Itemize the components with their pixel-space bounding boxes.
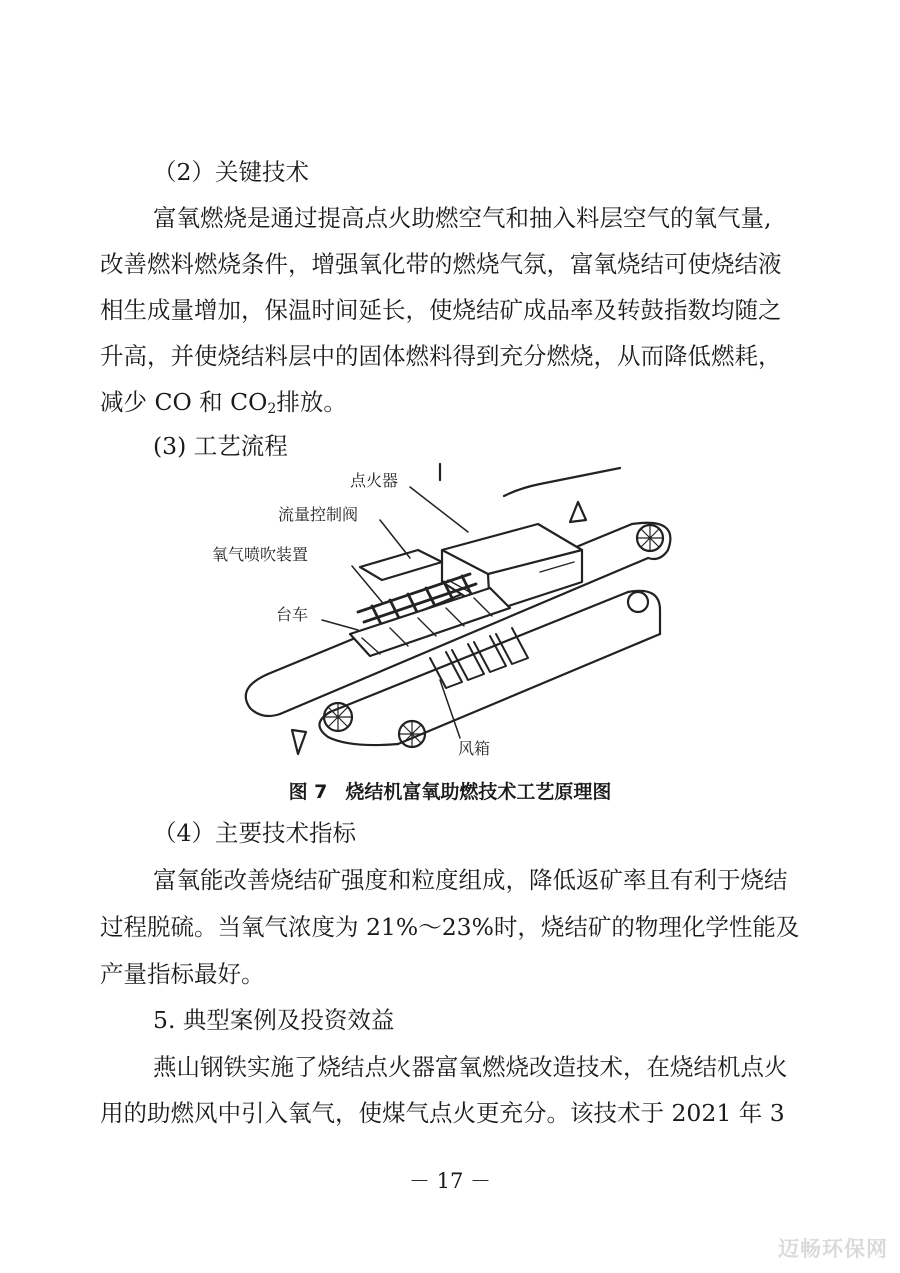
figure-number: 图 7 xyxy=(288,781,328,803)
paragraph-line: 相生成量增加，保温时间延长，使烧结矿成品率及转鼓指数均随之 xyxy=(100,296,782,324)
figure-title: 烧结机富氧助燃技术工艺原理图 xyxy=(345,781,612,803)
text-fragment: 排放。 xyxy=(276,388,347,416)
heading-case-study: 5. 典型案例及投资效益 xyxy=(153,1006,395,1034)
label-flow-control-valve: 流量控制阀 xyxy=(278,505,359,524)
conveyor-belt-lower-edge xyxy=(398,634,660,744)
heading-main-indicators: （4）主要技术指标 xyxy=(153,819,356,847)
paragraph-line: 燕山钢铁实施了烧结点火器富氧燃烧改造技术，在烧结机点火 xyxy=(153,1053,788,1081)
exhaust-arrow xyxy=(292,730,306,754)
paragraph-line: 富氧能改善烧结矿强度和粒度组成，降低返矿率且有利于烧结 xyxy=(153,866,788,894)
flow-control-valve xyxy=(360,550,442,580)
page-number: － 17 － xyxy=(408,1169,492,1193)
subscript-2: 2 xyxy=(267,401,277,417)
paragraph-line: 用的助燃风中引入氧气，使煤气点火更充分。该技术于 2021 年 3 xyxy=(100,1099,785,1127)
wind-boxes xyxy=(430,628,528,688)
label-wind-box: 风箱 xyxy=(458,739,491,758)
gas-pipe xyxy=(504,468,620,496)
paragraph-line: 升高，并使烧结料层中的固体燃料得到充分燃烧，从而降低燃耗， xyxy=(100,342,782,370)
paragraph-line: 过程脱硫。当氧气浓度为 21%～23%时，烧结矿的物理化学性能及 xyxy=(100,913,800,941)
conveyor-lower-end-right xyxy=(628,591,660,634)
paragraph-line: 富氧燃烧是通过提高点火助燃空气和抽入料层空气的氧气量, xyxy=(153,204,772,232)
heading-key-technology: （2）关键技术 xyxy=(153,158,309,186)
leader-line xyxy=(322,620,358,630)
paragraph-line: 产量指标最好。 xyxy=(100,960,265,988)
leader-line xyxy=(380,520,410,558)
label-trolley: 台车 xyxy=(276,605,309,624)
paragraph-line-co2 xyxy=(100,386,800,425)
leader-line xyxy=(410,487,468,532)
leader-line xyxy=(440,680,460,738)
text-fragment: 减少 CO 和 CO xyxy=(100,388,268,416)
label-oxygen-blowing-device: 氧气喷吹装置 xyxy=(212,545,309,564)
discharge-arrow xyxy=(570,502,586,522)
paragraph-line: 改善燃料燃烧条件，增强氧化带的燃烧气氛，富氧烧结可使烧结液 xyxy=(100,250,782,278)
watermark: 迈畅环保网 xyxy=(778,1237,888,1261)
process-diagram xyxy=(212,462,685,767)
heading-process-flow: (3) 工艺流程 xyxy=(153,432,288,460)
conveyor-end-left xyxy=(246,674,280,716)
sprocket-wheel xyxy=(628,592,648,612)
label-igniter: 点火器 xyxy=(350,471,399,490)
figure-caption xyxy=(0,779,900,805)
